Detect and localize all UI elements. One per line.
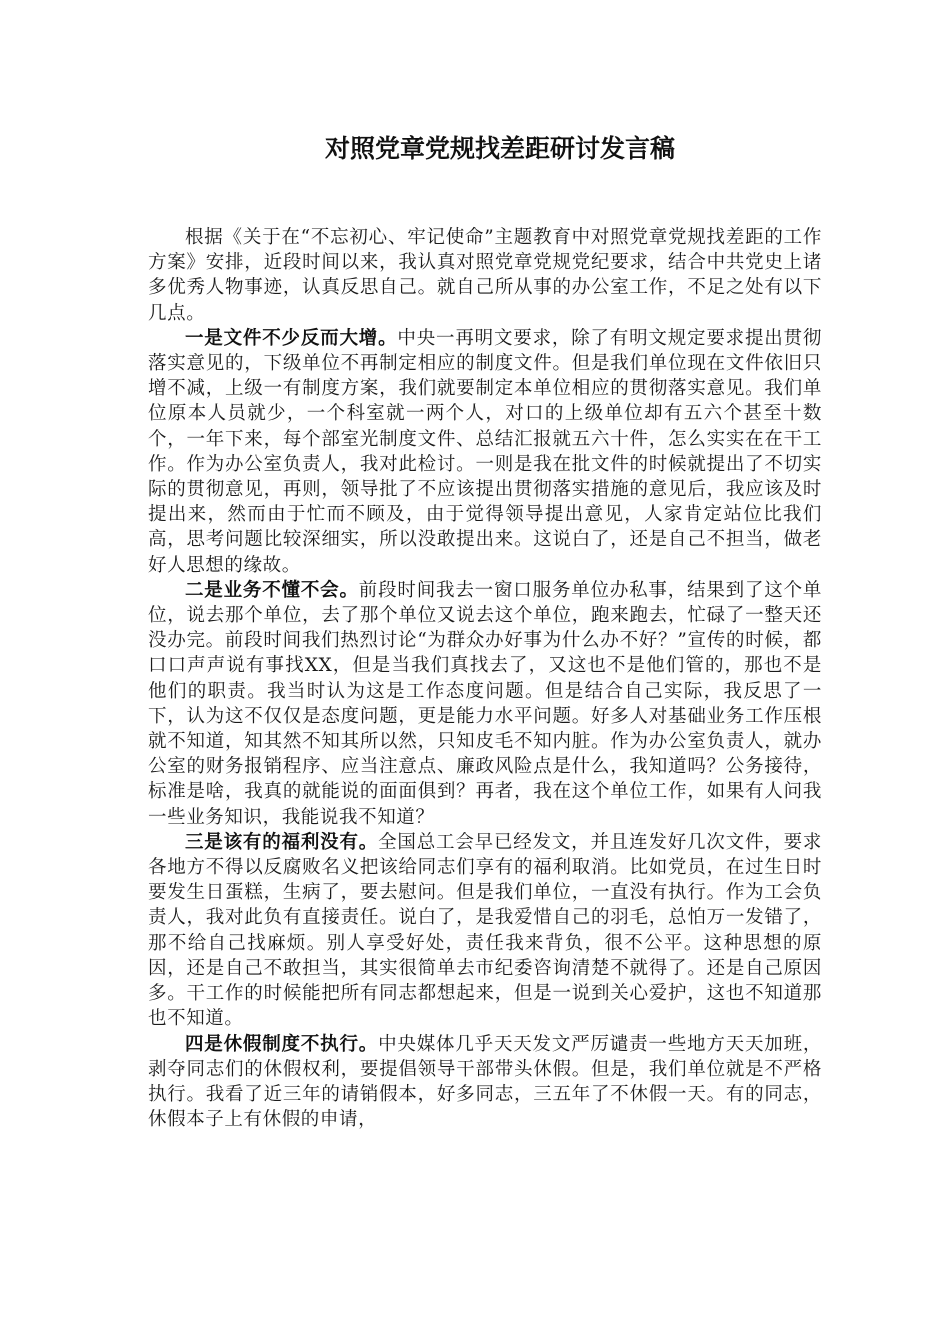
paragraph-text: 根据《关于在“不忘初心、牢记使命”主题教育中对照党章党规找差距的工作方案》安排，近段时间以来，我认真对照党章党规党纪要求，结合中共党史上诸多优秀人物事迹，认真反思自己。就自己所从事的办公室工作，不足之处有以下几点。 — [148, 227, 822, 324]
paragraph-point-3 — [148, 830, 822, 1032]
paragraph-text: 中央一再明文要求，除了有明文规定要求提出贯彻落实意见的，下级单位不再制定相应的制度文件。但是我们单位现在文件依旧只增不减，上级一有制度方案，我们就要制定本单位相应的贯彻落实意见。我们单位原本人员就少，一个科室就一两个人，对口的上级单位却有五六个甚至十数个，一年下来，每个部室光制度文件、总结汇报就五六十件，怎么实实在在干工作。作为办公室负责人，我对此检讨。一则是我在批文件的时候就提出了不切实际的贯彻意见，再则，领导批了不应该提出贯彻落实措施的意见后，我应该及时提出来，然而由于忙而不顾及，由于觉得领导提出意见，人家肯定站位比我们高，思考问题比较深细实，所以没敢提出来。这说白了，还是自己不担当，做老好人思想的缘故。 — [148, 327, 822, 576]
paragraph-text: 中央媒体几乎天天发文严厉谴责一些地方天天加班，剥夺同志们的休假权利，要提倡领导干部带头休假。但是，我们单位就是不严格执行。我看了近三年的请销假本，好多同志，三五年了不休假一天。有的同志，休假本子上有休假的申请， — [148, 1033, 822, 1131]
paragraph-point-4 — [148, 1032, 822, 1133]
document-body — [148, 225, 822, 1132]
paragraph-point-1 — [148, 326, 822, 578]
paragraph-point-2 — [148, 578, 822, 830]
paragraph-heading: 一是文件不少反而大增。 — [185, 327, 398, 349]
paragraph-intro — [148, 225, 822, 326]
paragraph-heading: 四是休假制度不执行。 — [185, 1033, 379, 1055]
paragraph-heading: 三是该有的福利没有。 — [185, 831, 379, 853]
paragraph-text: 全国总工会早已经发文，并且连发好几次文件，要求各地方不得以反腐败名义把该给同志们享有的福利取消。比如党员，在过生日时要发生日蛋糕，生病了，要去慰问。但是我们单位，一直没有执行。作为工会负责人，我对此负有直接责任。说白了，是我爱惜自己的羽毛，总怕万一发错了，那不给自己找麻烦。别人享受好处，责任我来背负，很不公平。这种思想的原因，还是自己不敢担当，其实很简单去市纪委咨询清楚不就得了。还是自己原因多。干工作的时候能把所有同志都想起来，但是一说到关心爱护，这也不知道那也不知道。 — [148, 831, 822, 1030]
paragraph-heading: 二是业务不懂不会。 — [185, 579, 359, 601]
document-title: 对照党章党规找差距研讨发言稿 — [324, 134, 675, 163]
paragraph-text: 前段时间我去一窗口服务单位办私事，结果到了这个单位，说去那个单位，去了那个单位又说去这个单位，跑来跑去，忙碌了一整天还没办完。前段时间我们热烈讨论“为群众办好事为什么办不好？”宣传的时候，都口口声声说有事找XX，但是当我们真找去了，又这也不是他们管的，那也不是他们的职责。我当时认为这是工作态度问题。但是结合自己实际，我反思了一下，认为这不仅仅是态度问题，更是能力水平问题。好多人对基础业务工作压根就不知道，知其然不知其所以然，只知皮毛不知内脏。作为办公室负责人，就办公室的财务报销程序、应当注意点、廉政风险点是什么，我知道吗？公务接待，标准是啥，我真的就能说的面面俱到？再者，我在这个单位工作，如果有人问我一些业务知识，我能说我不知道？ — [148, 579, 823, 828]
